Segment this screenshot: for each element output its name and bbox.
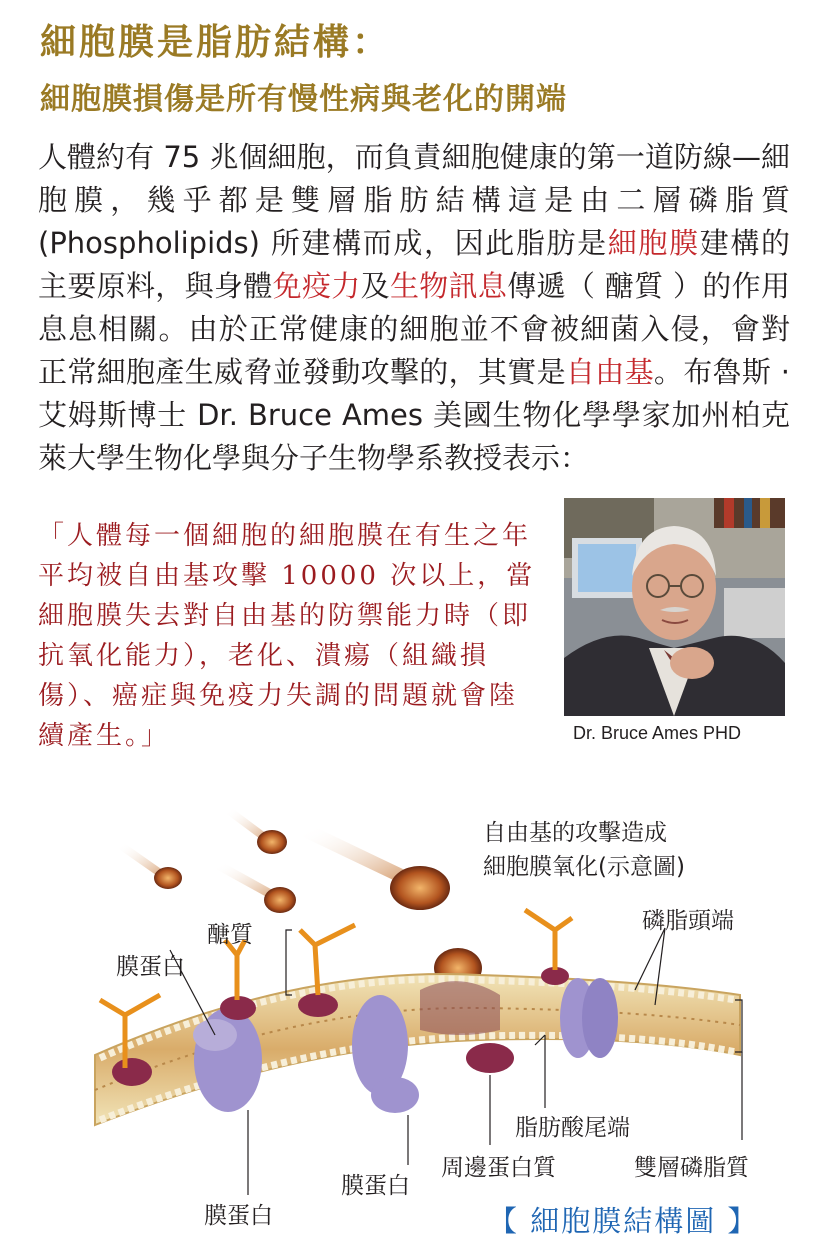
phospholipid-bilayer — [95, 974, 740, 1125]
figure-title: 【 細胞膜結構圖 】 — [488, 1204, 759, 1238]
diagram-heading-line2: 細胞膜氧化(示意圖) — [483, 854, 685, 880]
label-membrane-protein-bottom: 膜蛋白 — [204, 1203, 273, 1229]
highlight-immunity: 免疫力 — [272, 269, 361, 303]
diagram-heading-line1: 自由基的攻擊造成 — [483, 820, 667, 846]
highlight-free-radical: 自由基 — [565, 355, 654, 389]
body-paragraph — [38, 136, 790, 480]
body-text: 人體約有 75 兆個細胞，而負責細胞健康的第一道防線—細胞膜，幾乎都是雙層脂肪結構這是由二層磷脂質 (Phospholipids) 所建構而成，因此脂肪是 — [38, 140, 790, 260]
highlight-bio-signal: 生物訊息 — [389, 269, 508, 303]
label-phospholipid-head: 磷脂頭端 — [642, 908, 734, 934]
body-text: 及 — [360, 269, 390, 303]
page-title: 細胞膜是脂肪結構： — [40, 22, 392, 63]
highlight-cell-membrane: 細胞膜 — [607, 226, 700, 260]
body-text: 傳遞（ 醣質 ）的作用息息相關。由於正常健康的細胞並不會被細菌入侵，會對正常細胞產生威脅並發動攻擊的，其實是 — [38, 269, 790, 389]
photo-caption: Dr. Bruce Ames PHD — [573, 723, 742, 743]
label-membrane-protein-mid: 膜蛋白 — [341, 1173, 410, 1199]
body-text: 。布魯斯 · 艾姆斯博士 Dr. Bruce Ames 美國生物化學學家加州柏克萊大學生物化學與分子生物學系教授表示： — [38, 355, 790, 475]
label-bilayer: 雙層磷脂質 — [634, 1155, 749, 1181]
label-glycan: 醣質 — [207, 922, 253, 948]
label-fatty-acid-tail: 脂肪酸尾端 — [515, 1115, 630, 1141]
portrait-photo — [564, 498, 785, 716]
label-peripheral-protein: 周邊蛋白質 — [441, 1155, 556, 1181]
expert-quote: 「人體每一個細胞的細胞膜在有生之年平均被自由基攻擊 10000 次以上，當細胞膜失去對自由基的防禦能力時（即抗氧化能力），老化、潰瘍（組織損傷）、癌症與免疫力失調的問題就會陸續產生。」 — [38, 521, 536, 751]
body-text: 建構的主要原料，與身體 — [38, 226, 790, 303]
label-membrane-protein-top: 膜蛋白 — [116, 954, 185, 980]
page-subtitle: 細胞膜損傷是所有慢性病與老化的開端 — [40, 82, 567, 117]
